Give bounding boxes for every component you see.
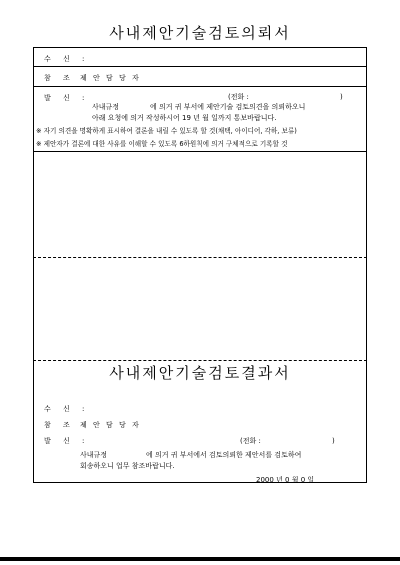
from-label: 발 신 : (44, 94, 90, 102)
result-phone-close: ) (332, 437, 335, 445)
result-body-line-2: 회송하오니 업무 참조바랍니다. (80, 462, 175, 470)
result-body-line-1: 에 의거 귀 부서에서 검토의뢰한 제안서를 검토하여 (146, 451, 302, 459)
result-date: 2000 년 0 월 0 일 (256, 476, 315, 484)
row-divider (33, 66, 367, 67)
notes-divider (33, 151, 367, 152)
result-to-label: 수 신 : (44, 405, 90, 413)
body-line-1: 에 의거 귀 부서에 제안기술 검토의견을 의뢰하오니 (150, 103, 306, 111)
phone-label: (전화 : (228, 93, 249, 101)
section-divider-dashed (33, 257, 367, 258)
result-title: 사내제안기술검토결과서 (109, 364, 291, 382)
result-phone-label: (전화 : (240, 437, 261, 445)
row-divider (33, 86, 367, 87)
body-line-2: 아래 요청에 의거 작성하시어 19 년 월 일까지 통보바랍니다. (92, 114, 277, 122)
form-frame (33, 47, 367, 483)
section-divider-dashed (33, 360, 367, 361)
request-title: 사내제안기술검토의뢰서 (109, 24, 291, 42)
phone-close: ) (340, 93, 343, 101)
result-ref-value: 제 안 담 당 자 (80, 421, 141, 429)
result-ref-label: 참 조 : (44, 421, 90, 429)
page-bottom-rule (0, 557, 400, 561)
note-2: ※ 제안자가 결론에 대한 사유를 이해할 수 있도록 6하원칙에 의거 구체적으로 기록할 것 (36, 140, 288, 148)
result-body-regulation: 사내규정 (80, 451, 108, 459)
body-regulation: 사내규정 (92, 103, 120, 111)
ref-value: 제 안 담 당 자 (80, 74, 141, 82)
ref-label: 참 조 : (44, 74, 90, 82)
note-1: ※ 자기 의견을 명확하게 표시하여 결론을 내릴 수 있도록 할 것(채택, 아이디어, 각하, 보류) (36, 127, 297, 135)
result-from-label: 발 신 : (44, 437, 90, 445)
to-label: 수 신 : (44, 55, 90, 63)
